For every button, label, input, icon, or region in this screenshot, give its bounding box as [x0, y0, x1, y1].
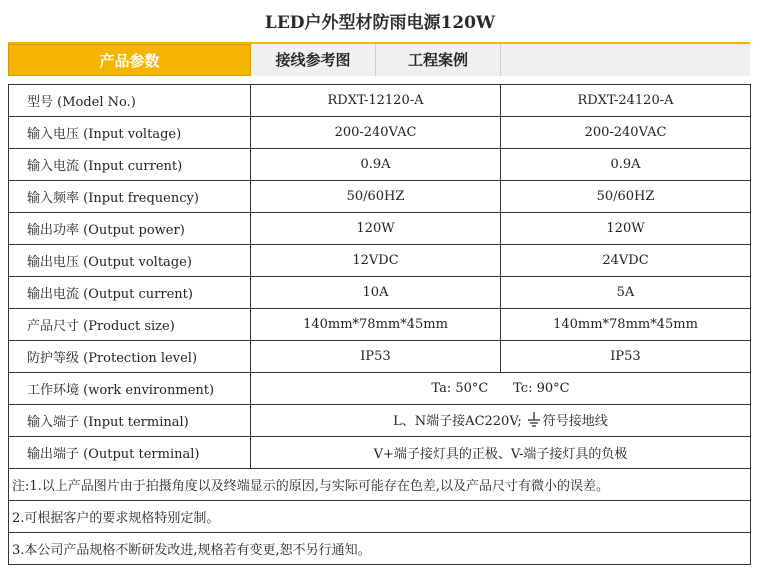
cell-value: IP53	[501, 341, 751, 373]
table-row	[9, 437, 751, 469]
row-label: 防护等级 (Protection level)	[9, 341, 251, 373]
cell-value: RDXT-24120-A	[501, 85, 751, 117]
note-row	[9, 501, 751, 533]
table-row	[9, 341, 751, 373]
cell-value: 0.9A	[251, 149, 501, 181]
cell-value: IP53	[251, 341, 501, 373]
row-label: 输入电压 (Input voltage)	[9, 117, 251, 149]
spec-table	[8, 84, 751, 565]
row-label: 输出功率 (Output power)	[9, 213, 251, 245]
note-1: 注:1.以上产品图片由于拍摄角度以及终端显示的原因,与实际可能存在色差,以及产品尺寸有微小的误差。	[9, 469, 751, 501]
input-terminal-text-suffix: 符号接地线	[542, 413, 608, 429]
cell-value: 24VDC	[501, 245, 751, 277]
ground-icon	[528, 412, 540, 432]
cell-value: 120W	[501, 213, 751, 245]
tab-product-params[interactable]: 产品参数	[8, 44, 251, 76]
table-row	[9, 181, 751, 213]
row-label: 输入频率 (Input frequency)	[9, 181, 251, 213]
row-label: 输出电流 (Output current)	[9, 277, 251, 309]
row-label: 输入电流 (Input current)	[9, 149, 251, 181]
cell-value: 140mm*78mm*45mm	[251, 309, 501, 341]
cell-value: 140mm*78mm*45mm	[501, 309, 751, 341]
table-row	[9, 245, 751, 277]
table-row	[9, 85, 751, 117]
cell-value: 50/60HZ	[501, 181, 751, 213]
tab-project-cases[interactable]: 工程案例	[376, 44, 501, 76]
tab-bar-filler	[501, 44, 750, 76]
row-label: 工作环境 (work environment)	[9, 373, 251, 405]
cell-value: 10A	[251, 277, 501, 309]
row-label: 输出电压 (Output voltage)	[9, 245, 251, 277]
table-row	[9, 405, 751, 437]
cell-value: 5A	[501, 277, 751, 309]
cell-value: 200-240VAC	[251, 117, 501, 149]
cell-value: 50/60HZ	[251, 181, 501, 213]
cell-value: 0.9A	[501, 149, 751, 181]
row-label: 型号 (Model No.)	[9, 85, 251, 117]
tab-bar	[8, 42, 750, 76]
env-value: Ta: 50°C Tc: 90°C	[251, 373, 751, 405]
tab-wiring-diagram[interactable]: 接线参考图	[251, 44, 376, 76]
table-row	[9, 373, 751, 405]
note-row	[9, 469, 751, 501]
table-row	[9, 309, 751, 341]
output-terminal-value: V+端子接灯具的正极、V-端子接灯具的负极	[251, 437, 751, 469]
row-label: 输出端子 (Output terminal)	[9, 437, 251, 469]
page-title: LED户外型材防雨电源120W	[264, 13, 496, 33]
cell-value: 120W	[251, 213, 501, 245]
row-label: 产品尺寸 (Product size)	[9, 309, 251, 341]
row-label: 输入端子 (Input terminal)	[9, 405, 251, 437]
input-terminal-value	[251, 405, 751, 437]
input-terminal-text: L、N端子接AC220V;	[393, 413, 522, 429]
table-row	[9, 277, 751, 309]
table-row	[9, 213, 751, 245]
note-3: 3.本公司产品规格不断研发改进,规格若有变更,恕不另行通知。	[9, 533, 751, 565]
cell-value: 200-240VAC	[501, 117, 751, 149]
cell-value: 12VDC	[251, 245, 501, 277]
table-row	[9, 149, 751, 181]
table-row	[9, 117, 751, 149]
note-2: 2.可根据客户的要求规格特别定制。	[9, 501, 751, 533]
note-row	[9, 533, 751, 565]
cell-value: RDXT-12120-A	[251, 85, 501, 117]
